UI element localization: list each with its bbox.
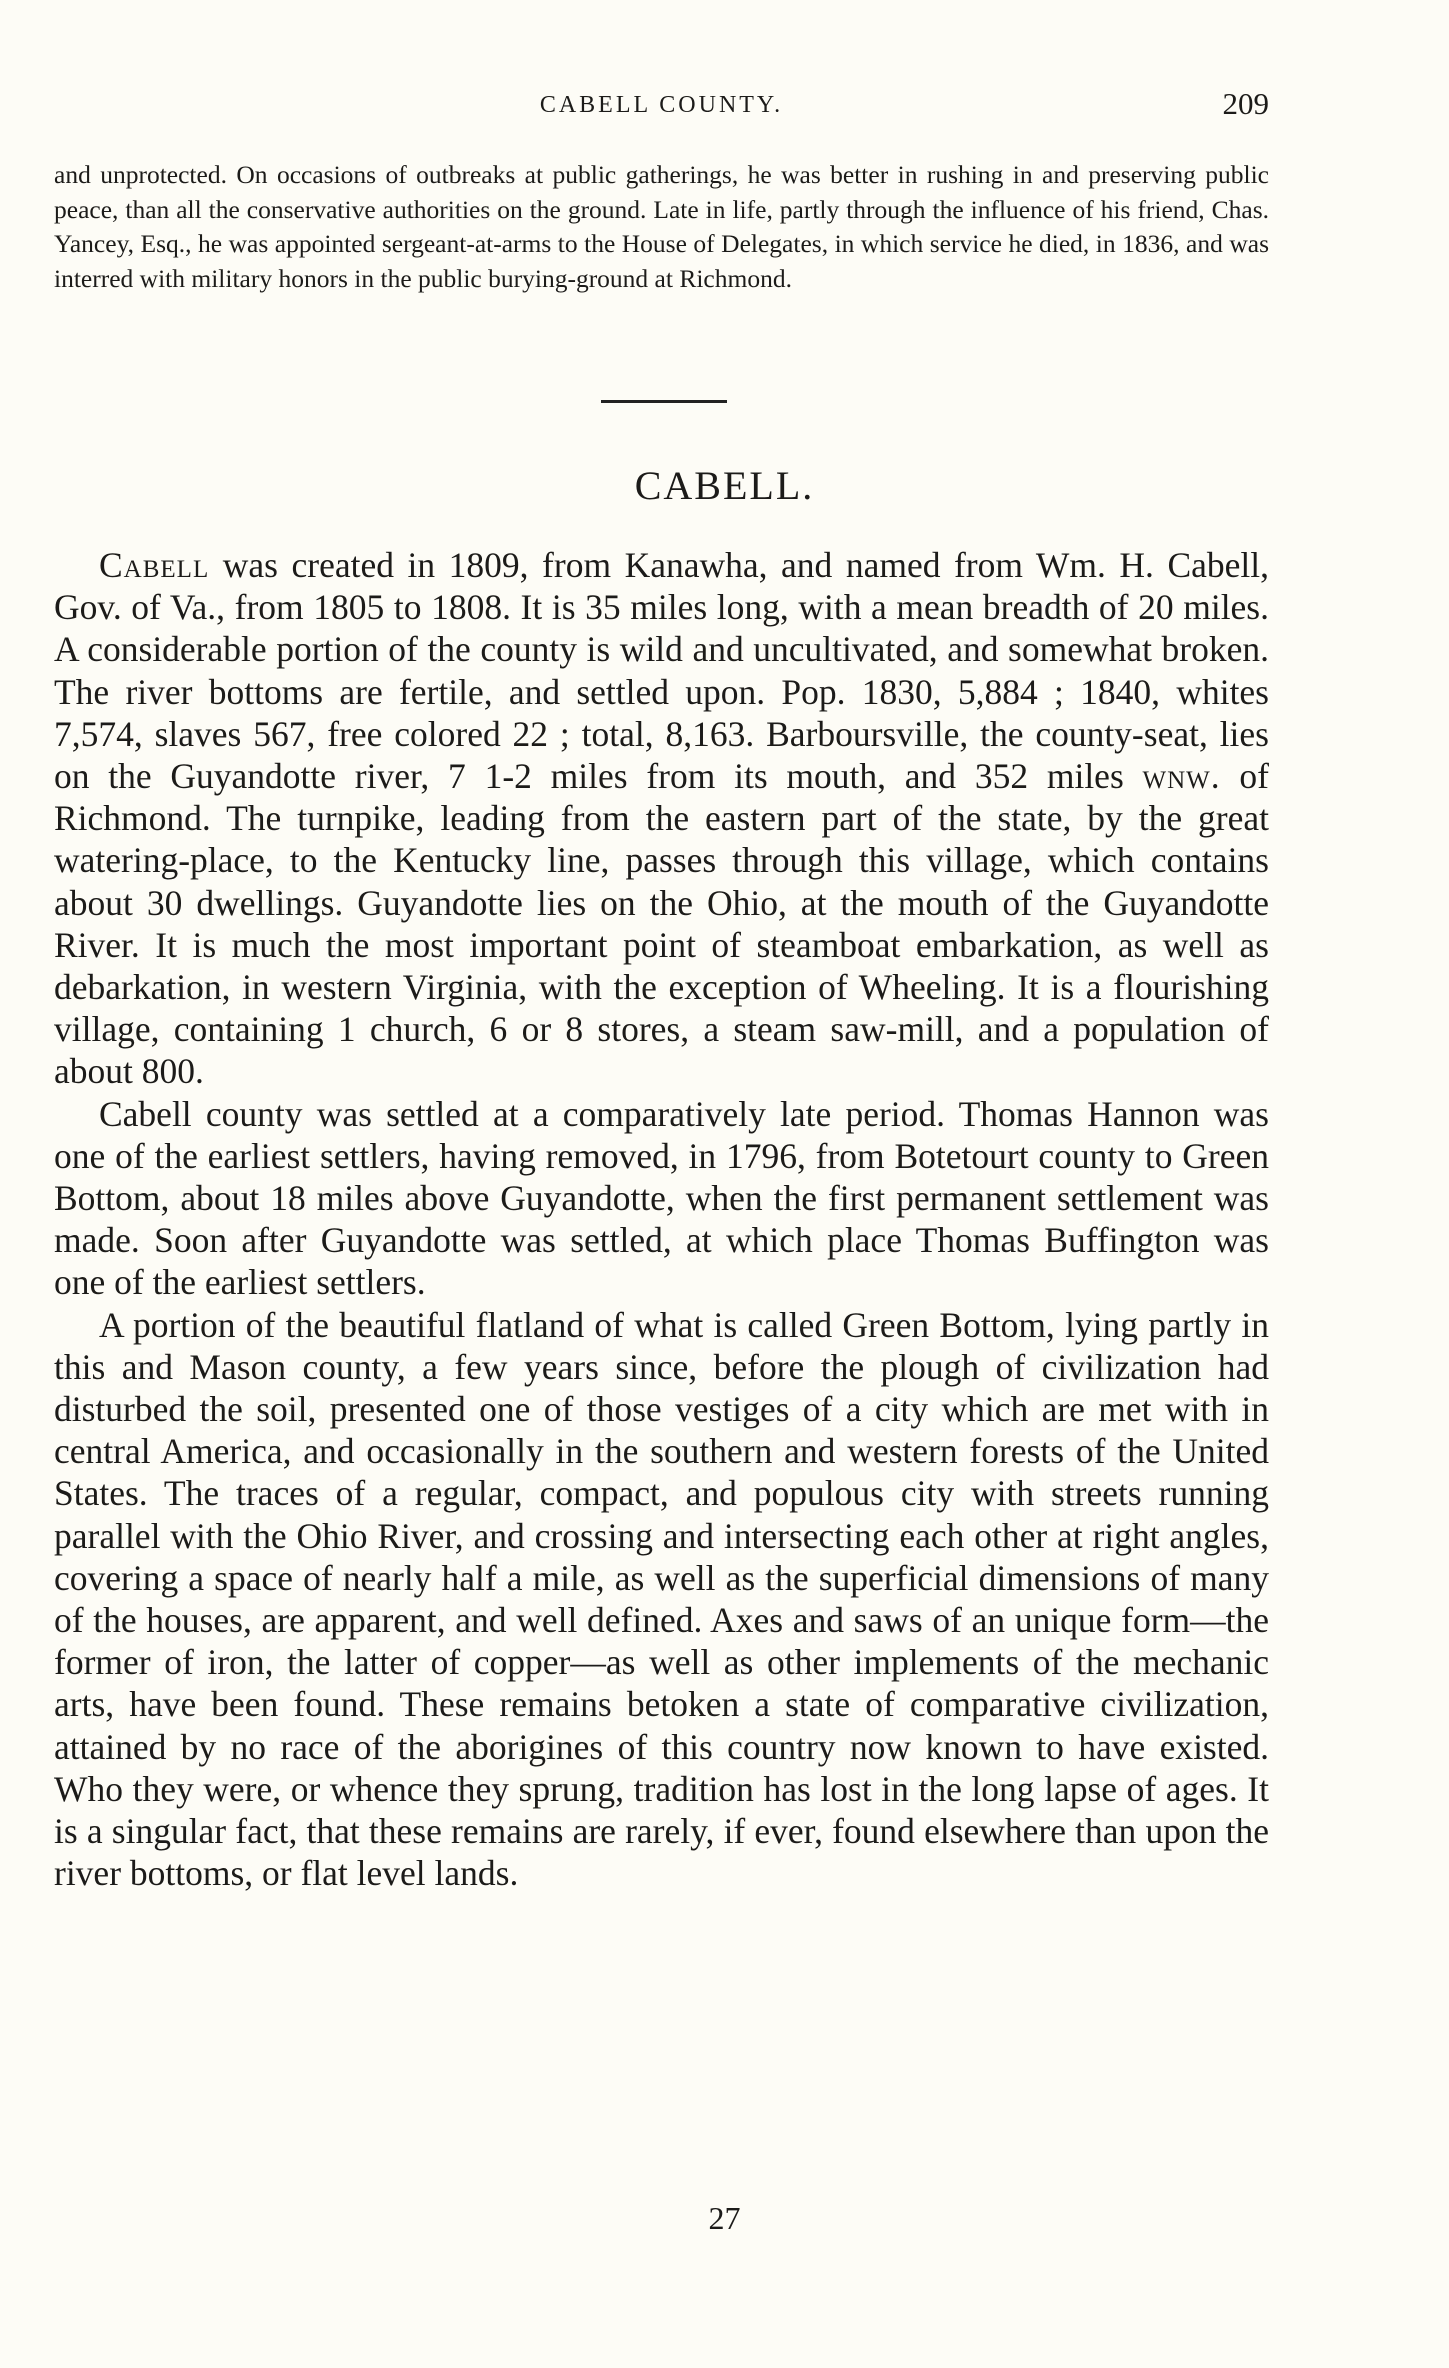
direction-abbrev: wnw. <box>1142 756 1221 797</box>
section-divider <box>601 400 727 403</box>
paragraph-3: A portion of the beautiful flatland of what is called Green Bottom, lying partly in this and Mason county, a few years since, before the plough of civilization had disturbed the soil, presented one of those vestiges of a city which are met with in central America, and occasionally in the southern and western forests of the United States. The traces of a regular, compact, and populous city with streets running parallel with the Ohio River, and crossing and intersecting each other at right angles, covering a space of nearly half a mile, as well as the superficial dimensions of many of the houses, are apparent, and well defined. Axes and saws of an unique form—the former of iron, the latter of copper—as well as other implements of the mechanic arts, have been found. These remains betoken a state of comparative civilization, attained by no race of the aborigines of this country now known to have existed. Who they were, or whence they sprung, tradition has lost in the long lapse of ages. It is a singular fact, that these remains are rarely, if ever, found elsewhere than upon the river bottoms, or flat level lands. <box>54 1304 1269 1894</box>
page-number: 209 <box>1222 86 1269 121</box>
signature-mark: 27 <box>708 2200 741 2236</box>
paragraph-2: Cabell county was settled at a comparatively late period. Thomas Hannon was one of the earliest settlers, having removed, in 1796, from Botetourt county to Green Bottom, about 18 miles above Guyandotte, when the first permanent settlement was made. Soon after Guyandotte was settled, at which place Thomas Buffington was one of the earliest settlers. <box>54 1093 1269 1303</box>
previous-section-text: and unprotected. On occasions of outbreaks at public gatherings, he was better in rushing in and preserving public peace, than all the conservative authorities on the ground. Late in life, partly through the influence of his friend, Chas. Yancey, Esq., he was appointed sergeant-at-arms to the House of Delegates, in which service he died, in 1836, and was interred with military honors in the public burying-ground at Richmond. <box>54 160 1269 293</box>
section-body <box>54 544 1269 1895</box>
paragraph-1-text-after: of Richmond. The turnpike, leading from the eastern part of the state, by the great watering-place, to the Kentucky line, passes through this village, which contains about 30 dwellings. Guyandotte lies on the Ohio, at the mouth of the Guyandotte River. It is much the most important point of steamboat embarkation, as well as debarkation, in western Virginia, with the exception of Wheeling. It is a flourishing village, containing 1 church, 6 or 8 stores, a steam saw-mill, and a population of about 800. <box>54 756 1269 1092</box>
running-title: CABELL COUNTY. <box>539 92 784 118</box>
paragraph-1 <box>54 544 1269 1093</box>
running-head <box>54 86 1269 126</box>
paragraph-1-text: was created in 1809, from Kanawha, and named from Wm. H. Cabell, Gov. of Va., from 1805 to 1808. It is 35 miles long, with a mean breadth of 20 miles. A considerable portion of the county is wild and uncultivated, and somewhat broken. The river bottoms are fertile, and settled upon. Pop. 1830, 5,884 ; 1840, whites 7,574, slaves 567, free colored 22 ; total, 8,163. Barboursville, the county-seat, lies on the Guyandotte river, 7 1-2 miles from its mouth, and 352 miles <box>54 545 1269 797</box>
paragraph-lead-word: Cabell <box>99 545 210 585</box>
section-title: CABELL. <box>634 463 815 508</box>
